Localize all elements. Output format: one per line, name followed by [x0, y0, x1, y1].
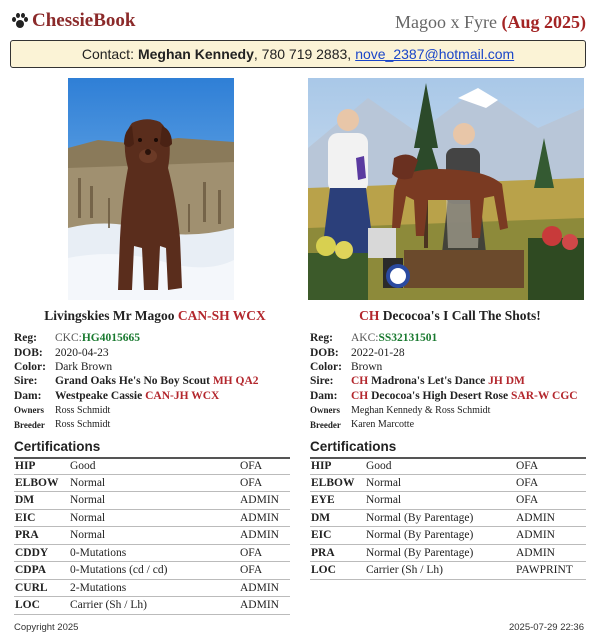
paw-icon — [12, 13, 28, 29]
table-row: LOC Carrier (Sh / Lh) ADMIN — [14, 597, 290, 615]
info-row-breeder: Breeder Ross Schmidt — [14, 419, 111, 431]
info-row-owners: Owners Meghan Kennedy & Ross Schmidt — [310, 404, 491, 416]
info-row-reg: Reg: CKC:HG4015665 — [14, 332, 140, 345]
brand-name: ChessieBook — [32, 10, 136, 31]
table-row: ELBOW Normal OFA — [14, 475, 290, 493]
table-row: CURL 2-Mutations ADMIN — [14, 580, 290, 598]
dam-certifications-heading: Certifications — [310, 439, 397, 454]
info-row-sire: Sire: Grand Oaks He's No Boy Scout MH QA2 — [14, 375, 259, 388]
copyright: Copyright 2025 — [14, 622, 79, 633]
info-row-breeder: Breeder Karen Marcotte — [310, 419, 415, 431]
table-row: DM Normal (By Parentage) ADMIN — [310, 510, 586, 528]
sire-certifications-table — [14, 457, 290, 615]
brand[interactable] — [12, 10, 135, 32]
table-row: EIC Normal ADMIN — [14, 510, 290, 528]
dam-name: CH Decocoa's I Call The Shots! — [359, 308, 541, 323]
page-header — [12, 8, 586, 36]
table-row: PRA Normal ADMIN — [14, 527, 290, 545]
table-row: HIP Good OFA — [310, 457, 586, 475]
dam-certifications-table — [310, 457, 586, 580]
table-row: CDPA 0-Mutations (cd / cd) OFA — [14, 562, 290, 580]
contact-phone: , 780 719 2883, — [253, 46, 352, 62]
table-row: CDDY 0-Mutations OFA — [14, 545, 290, 563]
sire-name: Livingskies Mr Magoo CAN-SH WCX — [44, 308, 266, 323]
dam-photo — [308, 78, 584, 300]
timestamp: 2025-07-29 22:36 — [508, 622, 584, 633]
contact-label: Contact: — [81, 46, 134, 62]
litter-name: Magoo x Fyre — [395, 12, 497, 32]
litter-title — [395, 12, 586, 33]
info-row-sire: Sire: CH Madrona's Let's Dance JH DM — [310, 375, 525, 388]
table-row: HIP Good OFA — [14, 457, 290, 475]
info-row-dam: Dam: Westpeake Cassie CAN-JH WCX — [14, 389, 220, 402]
litter-date: (Aug 2025) — [501, 12, 586, 32]
contact-box — [10, 40, 586, 68]
dam-info — [310, 331, 578, 432]
info-row-dam: Dam: CH Decocoa's High Desert Rose SAR-W CGC — [310, 389, 578, 402]
contact-name: Meghan Kennedy — [137, 46, 254, 62]
sire-photo — [68, 78, 234, 300]
contact-email-link[interactable]: nove_2387@hotmail.com — [355, 46, 515, 62]
info-row-reg: Reg: AKC:SS32131501 — [310, 332, 438, 345]
info-row-color: Color: Brown — [310, 360, 383, 373]
table-row: DM Normal ADMIN — [14, 492, 290, 510]
info-row-dob: DOB: 2020-04-23 — [14, 346, 109, 359]
sire-photo-image — [68, 78, 234, 300]
sire-info — [14, 331, 259, 432]
table-row: EIC Normal (By Parentage) ADMIN — [310, 527, 586, 545]
info-row-color: Color: Dark Brown — [14, 360, 113, 373]
info-row-dob: DOB: 2022-01-28 — [310, 346, 405, 359]
table-row: ELBOW Normal OFA — [310, 475, 586, 493]
sire-certifications-heading: Certifications — [14, 439, 101, 454]
table-row: LOC Carrier (Sh / Lh) PAWPRINT — [310, 562, 586, 580]
table-row: PRA Normal (By Parentage) ADMIN — [310, 545, 586, 563]
table-row: EYE Normal OFA — [310, 492, 586, 510]
dam-photo-image — [308, 78, 584, 300]
info-row-owners: Owners Ross Schmidt — [14, 404, 111, 416]
